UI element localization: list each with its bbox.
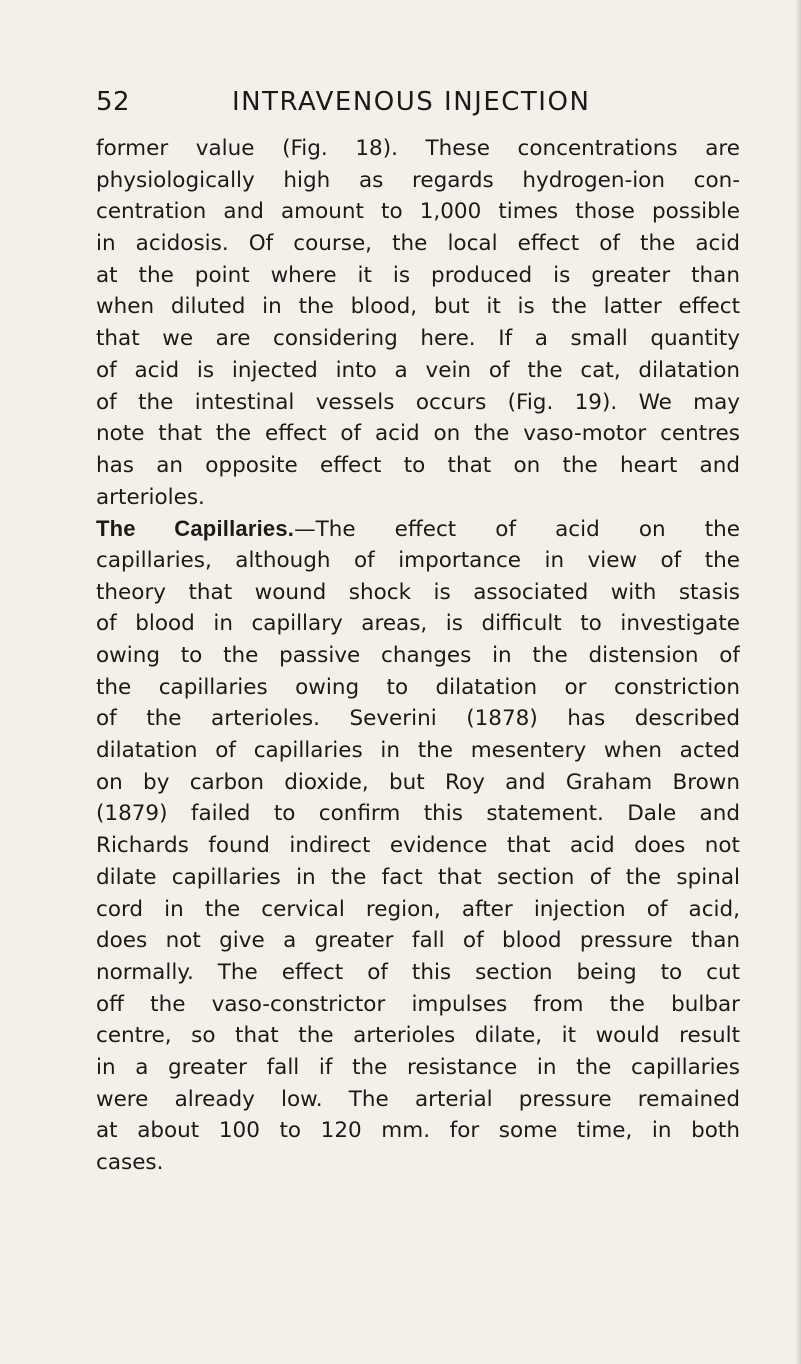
running-head: INTRAVENOUS INJECTION: [232, 87, 591, 117]
text-line: owing to the passive changes in the distension of: [96, 643, 740, 668]
text-line: in acidosis. Of course, the local effect of the acid: [96, 231, 740, 257]
text-line: former value (Fig. 18). These concentrations are: [96, 136, 740, 161]
text-line: when diluted in the blood, but it is the latter effect: [96, 294, 740, 320]
text-line: cord in the cervical region, after injection of acid,: [96, 896, 740, 922]
page-edge-shadow: [795, 0, 801, 1364]
text-line: of the arterioles. Severini (1878) has described: [96, 706, 740, 732]
page-header: [96, 86, 706, 122]
body-text: [96, 133, 740, 1179]
text-line: capillaries, although of importance in view of the: [96, 547, 740, 573]
text-line: does not give a greater fall of blood pressure than: [96, 928, 740, 954]
text-line: were already low. The arterial pressure remained: [96, 1086, 740, 1112]
text-line: the capillaries owing to dilatation or constriction: [96, 674, 740, 700]
section-first-line: [96, 513, 740, 545]
text-line: dilatation of capillaries in the mesentery when acted: [96, 738, 740, 764]
text-line: centre, so that the arterioles dilate, it would result: [96, 1023, 740, 1049]
text-line: has an opposite effect to that on the heart and: [96, 452, 740, 478]
text-line: in a greater fall if the resistance in the capillaries: [96, 1054, 740, 1080]
text-line: cases.: [96, 1150, 164, 1175]
text-line: note that the effect of acid on the vaso-motor centres: [96, 421, 740, 447]
text-line: physiologically high as regards hydrogen-ion con-: [96, 167, 740, 193]
text-line: at about 100 to 120 mm. for some time, in both: [96, 1118, 740, 1144]
page-number: 52: [96, 87, 131, 117]
text-line: normally. The effect of this section being to cut: [96, 959, 740, 985]
text-line: of blood in capillary areas, is difficult to investigate: [96, 611, 740, 637]
text-line: theory that wound shock is associated with stasis: [96, 579, 740, 605]
text-line: on by carbon dioxide, but Roy and Graham Brown: [96, 769, 740, 795]
section-first-line-text: —The effect of acid on the: [294, 517, 740, 543]
text-line: dilate capillaries in the fact that section of the spinal: [96, 864, 740, 890]
text-line: (1879) failed to confirm this statement. Dale and: [96, 801, 740, 827]
text-line: off the vaso-constrictor impulses from the bulbar: [96, 991, 740, 1017]
section-heading: The Capillaries.: [96, 516, 295, 542]
text-line: of acid is injected into a vein of the cat, dilatation: [96, 357, 740, 383]
text-line: arterioles.: [96, 484, 205, 510]
text-line: centration and amount to 1,000 times those possible: [96, 199, 740, 225]
text-line: at the point where it is produced is greater than: [96, 262, 740, 288]
text-line: that we are considering here. If a small quantity: [96, 326, 740, 352]
text-line: of the intestinal vessels occurs (Fig. 19). We may: [96, 389, 740, 415]
text-line: Richards found indirect evidence that acid does not: [96, 833, 740, 859]
